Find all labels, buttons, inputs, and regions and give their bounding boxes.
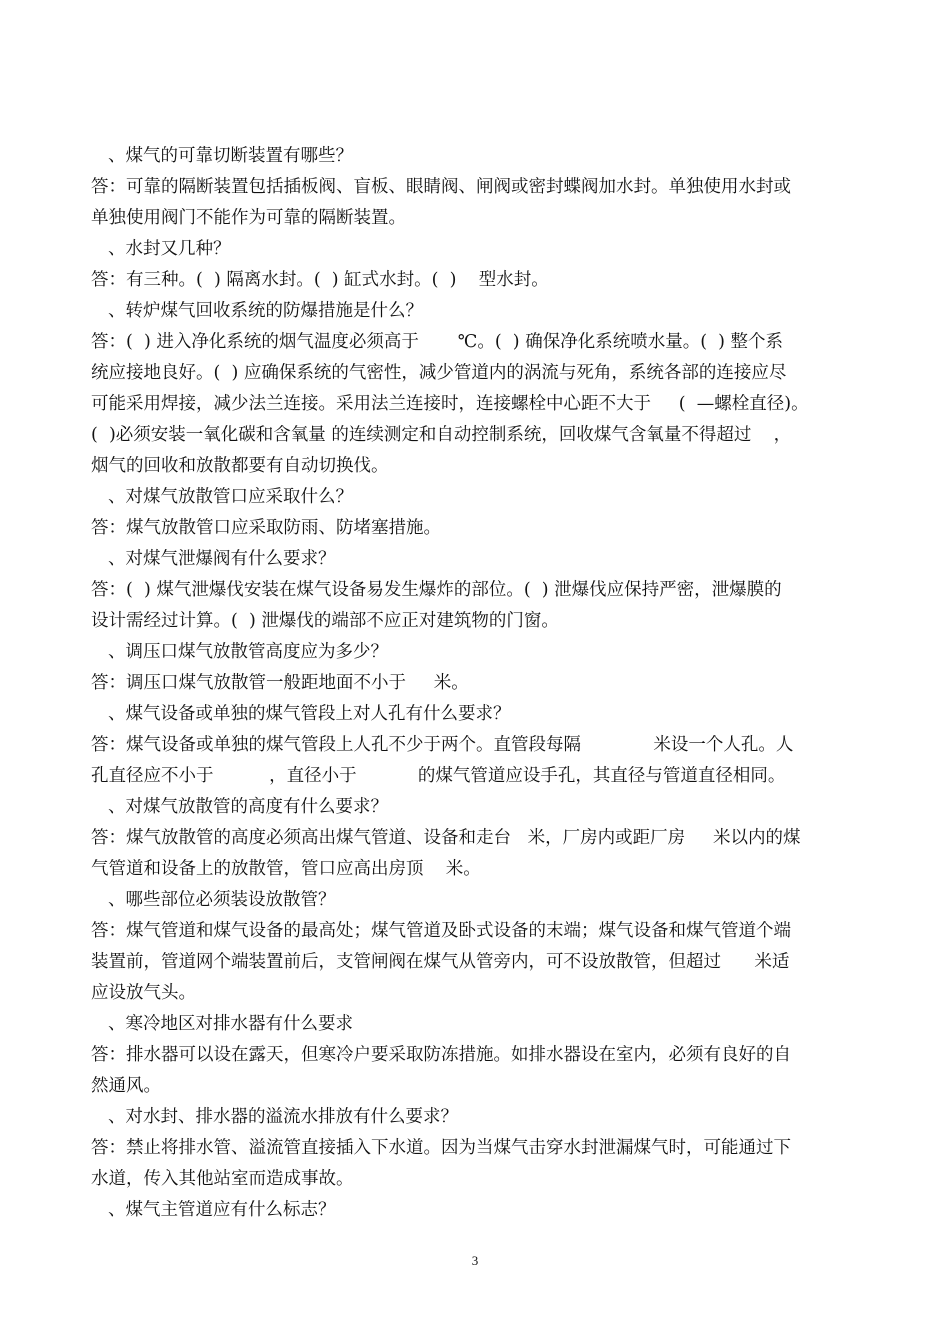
answer-line: 烟气的回收和放散都要有自动切换伐。 <box>91 456 389 476</box>
answer-line: 答：煤气管道和煤气设备的最高处；煤气管道及卧式设备的末端；煤气设备和煤气管道个端 <box>91 921 791 941</box>
answer-line: 单独使用阀门不能作为可靠的隔断装置。 <box>91 208 406 228</box>
question-text: 、煤气主管道应有什么标志？ <box>108 1200 336 1220</box>
question-text: 、煤气的可靠切断装置有哪些？ <box>108 146 353 166</box>
question-text: 、对水封、排水器的溢流水排放有什么要求？ <box>108 1107 458 1127</box>
answer-line: 可能采用焊接，减少法兰连接。采用法兰连接时，连接螺栓中心距不大于 ( —螺栓直径)。 <box>91 394 809 414</box>
answer-line: 答：煤气放散管口应采取防雨、防堵塞措施。 <box>91 518 441 538</box>
answer-line: 应设放气头。 <box>91 983 196 1003</box>
question-text: 、寒冷地区对排水器有什么要求 <box>108 1014 353 1034</box>
answer-line: 答：煤气设备或单独的煤气管段上人孔不少于两个。直管段每隔 米设一个人孔。人 <box>91 735 794 755</box>
answer-line: ( )必须安装一氧化碳和含氧量 的连续测定和自动控制系统，回收煤气含氧量不得超过 ， <box>91 425 792 445</box>
question-text: 、对煤气放散管的高度有什么要求？ <box>108 797 388 817</box>
answer-line: 答：可靠的隔断装置包括插板阀、盲板、眼睛阀、闸阀或密封蝶阀加水封。单独使用水封或 <box>91 177 791 197</box>
answer-line: 答：煤气放散管的高度必须高出煤气管道、设备和走台 米，厂房内或距厂房 米以内的煤 <box>91 828 801 848</box>
question-text: 、煤气设备或单独的煤气管段上对人孔有什么要求？ <box>108 704 511 724</box>
question-text: 、水封又几种？ <box>108 239 231 259</box>
question-text: 、转炉煤气回收系统的防爆措施是什么？ <box>108 301 423 321</box>
question-text: 、哪些部位必须装设放散管？ <box>108 890 336 910</box>
answer-line: 答：有三种。( ) 隔离水封。( ) 缸式水封。( ) 型水封。 <box>91 270 549 290</box>
answer-line: 设计需经过计算。( ) 泄爆伐的端部不应正对建筑物的门窗。 <box>91 611 559 631</box>
qa-content <box>91 141 861 1226</box>
answer-line: 孔直径应不小于 ，直径小于 的煤气管道应设手孔，其直径与管道直径相同。 <box>91 766 786 786</box>
answer-line: 答：调压口煤气放散管一般距地面不小于 米。 <box>91 673 469 693</box>
answer-line: 然通风。 <box>91 1076 161 1096</box>
question-text: 、对煤气泄爆阀有什么要求？ <box>108 549 336 569</box>
question-text: 、对煤气放散管口应采取什么？ <box>108 487 353 507</box>
answer-line: 统应接地良好。( ) 应确保系统的气密性，减少管道内的涡流与死角，系统各部的连接应尽 <box>91 363 787 383</box>
page-number: 3 <box>471 1253 479 1268</box>
answer-line: 答：排水器可以设在露天，但寒冷户要采取防冻措施。如排水器设在室内，必须有良好的自 <box>91 1045 791 1065</box>
answer-line: 装置前，管道网个端装置前后，支管闸阀在煤气从管旁内，可不设放散管，但超过 米适 <box>91 952 790 972</box>
answer-line: 答：( ) 煤气泄爆伐安装在煤气设备易发生爆炸的部位。( ) 泄爆伐应保持严密，泄爆膜的 <box>91 580 782 600</box>
answer-line: 答：( ) 进入净化系统的烟气温度必须高于 ℃。( ) 确保净化系统喷水量。( ) 整个系 <box>91 332 784 352</box>
answer-line: 气管道和设备上的放散管，管口应高出房顶 米。 <box>91 859 481 879</box>
question-text: 、调压口煤气放散管高度应为多少？ <box>108 642 388 662</box>
answer-line: 水道，传入其他站室而造成事故。 <box>91 1169 354 1189</box>
answer-line: 答：禁止将排水管、溢流管直接插入下水道。因为当煤气击穿水封泄漏煤气时，可能通过下 <box>91 1138 791 1158</box>
